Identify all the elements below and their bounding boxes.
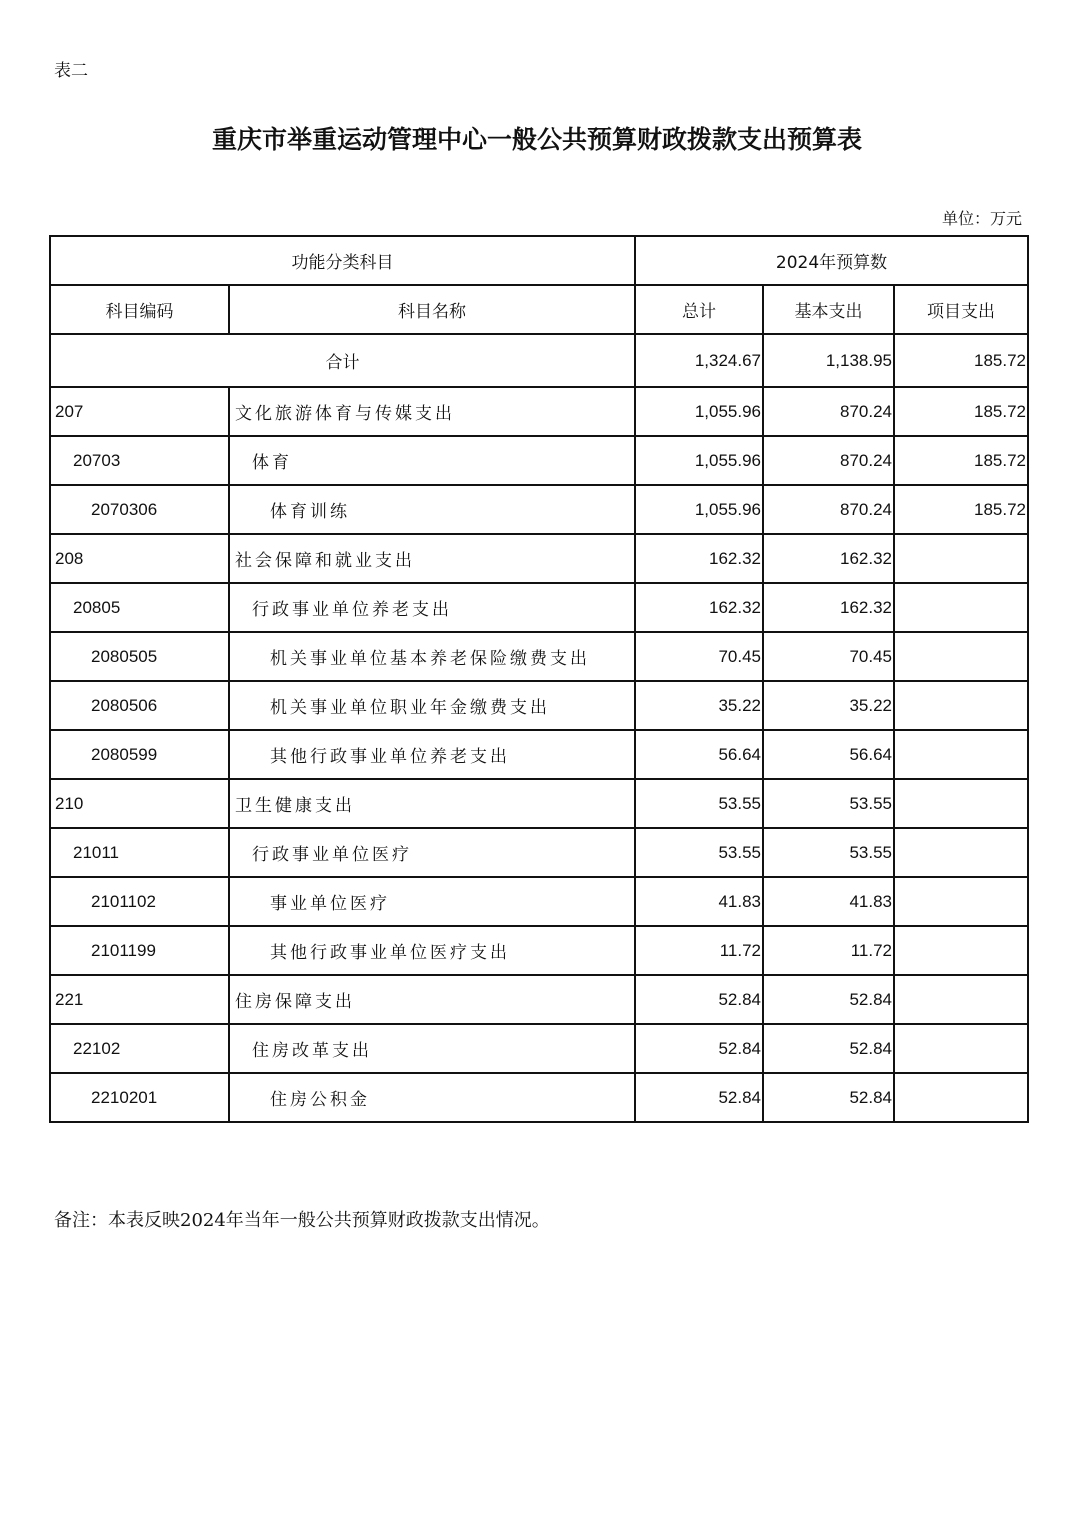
row-total: 162.32 bbox=[635, 534, 763, 583]
row-name: 住房保障支出 bbox=[229, 975, 635, 1024]
table-row bbox=[50, 1073, 1028, 1122]
row-name: 其他行政事业单位养老支出 bbox=[229, 730, 635, 779]
row-name: 机关事业单位基本养老保险缴费支出 bbox=[229, 632, 635, 681]
row-code: 2101199 bbox=[50, 926, 229, 975]
table-row bbox=[50, 583, 1028, 632]
budget-table bbox=[49, 235, 1029, 1123]
row-project bbox=[894, 632, 1028, 681]
table-row bbox=[50, 632, 1028, 681]
table-row bbox=[50, 877, 1028, 926]
row-total: 41.83 bbox=[635, 877, 763, 926]
row-name: 行政事业单位医疗 bbox=[229, 828, 635, 877]
row-project bbox=[894, 877, 1028, 926]
row-total: 56.64 bbox=[635, 730, 763, 779]
row-code: 20703 bbox=[50, 436, 229, 485]
row-total: 1,055.96 bbox=[635, 436, 763, 485]
unit-label: 单位：万元 bbox=[941, 209, 1022, 228]
row-code: 2080506 bbox=[50, 681, 229, 730]
row-code: 2210201 bbox=[50, 1073, 229, 1122]
row-project bbox=[894, 681, 1028, 730]
row-total: 1,055.96 bbox=[635, 485, 763, 534]
table-number-label: 表二 bbox=[54, 61, 88, 81]
row-code: 21011 bbox=[50, 828, 229, 877]
row-project: 185.72 bbox=[894, 387, 1028, 436]
row-total: 1,055.96 bbox=[635, 387, 763, 436]
table-row bbox=[50, 1024, 1028, 1073]
row-project bbox=[894, 534, 1028, 583]
total-project: 185.72 bbox=[894, 334, 1028, 387]
table-row bbox=[50, 387, 1028, 436]
row-basic: 11.72 bbox=[763, 926, 894, 975]
row-total: 52.84 bbox=[635, 975, 763, 1024]
header-row-group bbox=[50, 236, 1028, 285]
row-basic: 870.24 bbox=[763, 485, 894, 534]
row-basic: 41.83 bbox=[763, 877, 894, 926]
row-name: 事业单位医疗 bbox=[229, 877, 635, 926]
row-basic: 52.84 bbox=[763, 1073, 894, 1122]
total-basic: 1,138.95 bbox=[763, 334, 894, 387]
header-code: 科目编码 bbox=[50, 285, 229, 334]
row-code: 20805 bbox=[50, 583, 229, 632]
header-project: 项目支出 bbox=[894, 285, 1028, 334]
row-project bbox=[894, 926, 1028, 975]
row-code: 221 bbox=[50, 975, 229, 1024]
row-project: 185.72 bbox=[894, 436, 1028, 485]
row-code: 208 bbox=[50, 534, 229, 583]
row-project bbox=[894, 583, 1028, 632]
table-row bbox=[50, 828, 1028, 877]
header-name: 科目名称 bbox=[229, 285, 635, 334]
row-code: 207 bbox=[50, 387, 229, 436]
row-name: 住房公积金 bbox=[229, 1073, 635, 1122]
row-total: 162.32 bbox=[635, 583, 763, 632]
page-title: 重庆市举重运动管理中心一般公共预算财政拨款支出预算表 bbox=[211, 125, 862, 154]
row-code: 2080505 bbox=[50, 632, 229, 681]
row-name: 社会保障和就业支出 bbox=[229, 534, 635, 583]
row-name: 卫生健康支出 bbox=[229, 779, 635, 828]
row-project bbox=[894, 1024, 1028, 1073]
row-name: 行政事业单位养老支出 bbox=[229, 583, 635, 632]
row-total: 11.72 bbox=[635, 926, 763, 975]
total-row bbox=[50, 334, 1028, 387]
row-total: 53.55 bbox=[635, 779, 763, 828]
row-code: 2070306 bbox=[50, 485, 229, 534]
row-total: 52.84 bbox=[635, 1024, 763, 1073]
row-project bbox=[894, 1073, 1028, 1122]
table-row bbox=[50, 436, 1028, 485]
row-code: 210 bbox=[50, 779, 229, 828]
row-basic: 53.55 bbox=[763, 779, 894, 828]
row-basic: 56.64 bbox=[763, 730, 894, 779]
total-label: 合计 bbox=[50, 334, 635, 387]
row-name: 体育 bbox=[229, 436, 635, 485]
row-total: 35.22 bbox=[635, 681, 763, 730]
row-project: 185.72 bbox=[894, 485, 1028, 534]
row-total: 70.45 bbox=[635, 632, 763, 681]
table-row bbox=[50, 730, 1028, 779]
row-name: 住房改革支出 bbox=[229, 1024, 635, 1073]
row-project bbox=[894, 730, 1028, 779]
row-project bbox=[894, 975, 1028, 1024]
row-name: 文化旅游体育与传媒支出 bbox=[229, 387, 635, 436]
row-name: 体育训练 bbox=[229, 485, 635, 534]
row-code: 2101102 bbox=[50, 877, 229, 926]
row-code: 22102 bbox=[50, 1024, 229, 1073]
table-row bbox=[50, 534, 1028, 583]
row-name: 机关事业单位职业年金缴费支出 bbox=[229, 681, 635, 730]
row-basic: 35.22 bbox=[763, 681, 894, 730]
table-row bbox=[50, 975, 1028, 1024]
header-budget-2024: 2024年预算数 bbox=[635, 236, 1028, 285]
header-row-columns bbox=[50, 285, 1028, 334]
table-row bbox=[50, 681, 1028, 730]
row-basic: 162.32 bbox=[763, 583, 894, 632]
row-total: 53.55 bbox=[635, 828, 763, 877]
row-project bbox=[894, 828, 1028, 877]
table-row bbox=[50, 926, 1028, 975]
row-basic: 70.45 bbox=[763, 632, 894, 681]
row-basic: 162.32 bbox=[763, 534, 894, 583]
table-row bbox=[50, 779, 1028, 828]
row-name: 其他行政事业单位医疗支出 bbox=[229, 926, 635, 975]
row-basic: 870.24 bbox=[763, 436, 894, 485]
footnote: 备注：本表反映2024年当年一般公共预算财政拨款支出情况。 bbox=[54, 1210, 550, 1231]
row-basic: 53.55 bbox=[763, 828, 894, 877]
table-body bbox=[50, 387, 1028, 1122]
row-basic: 52.84 bbox=[763, 1024, 894, 1073]
header-basic: 基本支出 bbox=[763, 285, 894, 334]
row-basic: 52.84 bbox=[763, 975, 894, 1024]
row-basic: 870.24 bbox=[763, 387, 894, 436]
row-total: 52.84 bbox=[635, 1073, 763, 1122]
total-total: 1,324.67 bbox=[635, 334, 763, 387]
row-code: 2080599 bbox=[50, 730, 229, 779]
header-total: 总计 bbox=[635, 285, 763, 334]
header-functional-classification: 功能分类科目 bbox=[50, 236, 635, 285]
row-project bbox=[894, 779, 1028, 828]
table-row bbox=[50, 485, 1028, 534]
